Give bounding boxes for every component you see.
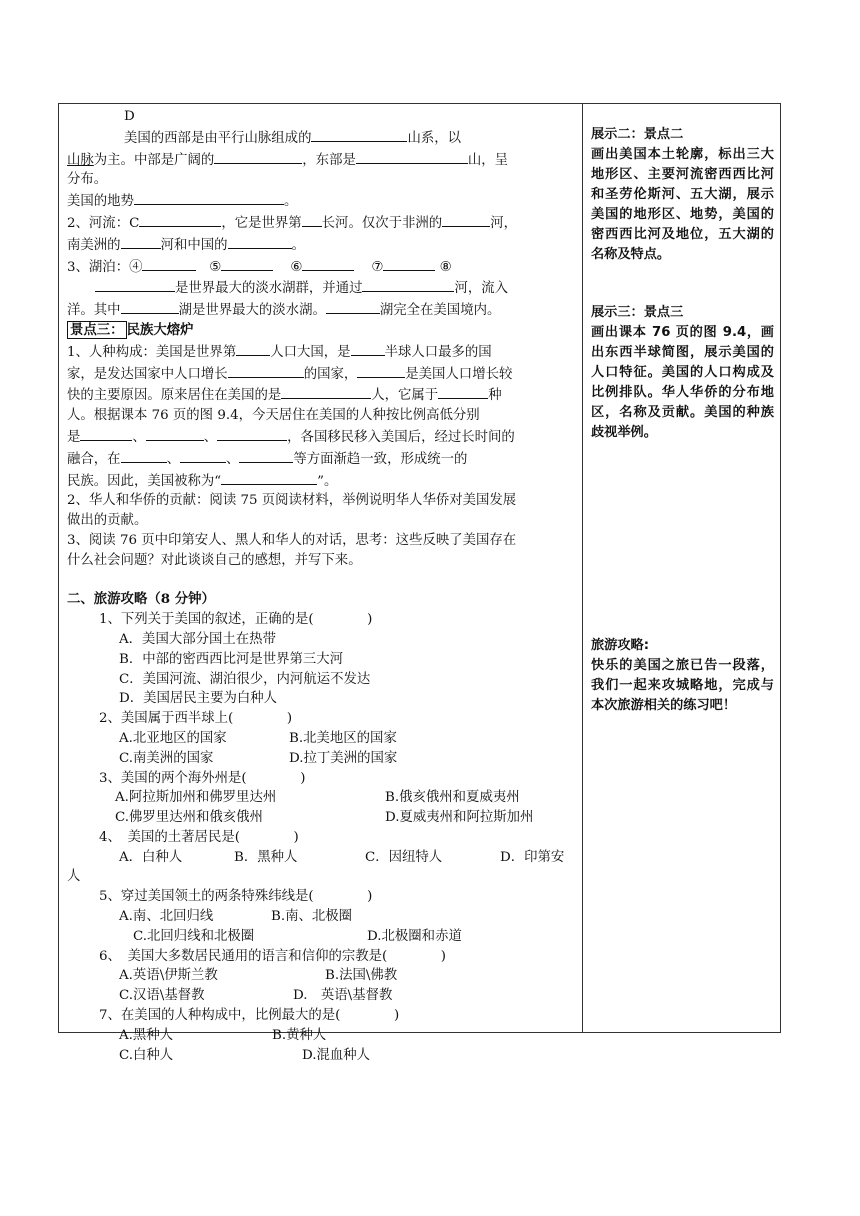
blank[interactable] xyxy=(214,149,302,164)
option[interactable]: B.黄种人 xyxy=(272,1027,327,1043)
terrain-line-2: 山脉为主。中部是广阔的 ，东部是 山，呈 xyxy=(67,149,575,171)
blank[interactable] xyxy=(236,341,270,356)
option[interactable]: C．因纽特人 xyxy=(365,849,443,865)
option[interactable]: C.汉语\基督教 xyxy=(119,988,205,1004)
lake-line-3: 洋。其中 湖是世界最大的淡水湖。 湖完全在美国境内。 xyxy=(67,299,575,321)
blank[interactable] xyxy=(356,149,468,164)
blank[interactable] xyxy=(239,448,293,463)
option[interactable]: C．美国河流、湖泊很少，内河航运不发达 xyxy=(119,671,371,687)
option-row xyxy=(67,749,575,769)
spot3-line-9: 做出的贡献。 xyxy=(67,513,148,529)
side-note-show3 xyxy=(591,303,774,443)
option[interactable]: C.北回归线和北极圈 xyxy=(133,928,255,944)
option[interactable]: D. 英语\基督教 xyxy=(293,988,393,1004)
blank[interactable] xyxy=(121,448,167,463)
side-note-show2 xyxy=(591,125,774,265)
spot3-line-4: 人。根据课本 76 页的图 9.4，今天居住在美国的人种按比例高低分别 xyxy=(67,408,480,424)
option[interactable]: A.黑种人 xyxy=(119,1027,174,1043)
option-row xyxy=(67,927,575,947)
question-7: 7、在美国的人种构成中，比例最大的是( ) xyxy=(99,1008,400,1024)
blank[interactable] xyxy=(180,448,226,463)
option[interactable]: D.北极圈和赤道 xyxy=(367,928,462,944)
blank[interactable] xyxy=(142,256,196,271)
side-note-text: 快乐的美国之旅已告一段落，我们一起来攻城略地，完成与本次旅游相关的练习吧！ xyxy=(591,658,774,713)
option-row xyxy=(67,907,575,927)
spot3-line-3: 快的主要原因。原来居住在美国的是 人，它属于 种 xyxy=(67,384,575,406)
spot3-line-8: 2、华人和华侨的贡献：阅读 75 页阅读材料，举例说明华人华侨对美国发展 xyxy=(67,493,517,509)
option[interactable]: D.混血种人 xyxy=(302,1047,371,1063)
blank[interactable] xyxy=(146,426,204,441)
option[interactable]: B．黑种人 xyxy=(234,849,298,865)
option[interactable]: B.南、北极圈 xyxy=(271,909,353,925)
blank[interactable] xyxy=(281,384,371,399)
spot3-line-10: 3、阅读 76 页中印第安人、黑人和华人的对话，思考：这些反映了美国存在 xyxy=(67,532,517,548)
option[interactable]: B.北美地区的国家 xyxy=(289,730,397,746)
blank[interactable] xyxy=(311,127,407,142)
spot3-line-11: 什么社会问题？对此谈谈自己的感想，并写下来。 xyxy=(67,552,362,568)
option[interactable]: C.白种人 xyxy=(119,1047,174,1063)
question-5: 5、穿过美国领土的两条特殊纬线是( ) xyxy=(99,889,373,905)
terrain-line-3: 分布。 xyxy=(67,172,108,188)
blank[interactable] xyxy=(302,212,322,227)
blank[interactable] xyxy=(383,256,435,271)
option[interactable]: A.北亚地区的国家 xyxy=(119,730,227,746)
option-row xyxy=(67,788,575,808)
blank[interactable] xyxy=(228,363,304,378)
blank[interactable] xyxy=(221,470,317,485)
side-note-title: 展示三：景点三 xyxy=(591,305,684,320)
option[interactable]: A．美国大部分国土在热带 xyxy=(119,631,276,647)
side-note-text: 画出美国本土轮廓，标出三大地形区、主要河流密西西比河和圣劳伦斯河、五大湖，展示美国的地形区、地势，美国的密西西比河及地位，五大湖的名称及特点。 xyxy=(591,147,774,262)
blank[interactable] xyxy=(326,299,380,314)
option-row xyxy=(67,808,575,828)
question-2: 2、美国属于西半球上( ) xyxy=(99,711,293,727)
blank[interactable] xyxy=(362,277,454,292)
river-line-2: 南美洲的 河和中国的 。 xyxy=(67,234,575,256)
question-6: 6、 美国大多数居民通用的语言和信仰的宗教是( ) xyxy=(99,948,447,964)
option[interactable]: D．印第安 xyxy=(500,849,565,865)
top-letter: D xyxy=(124,109,135,124)
option[interactable]: C.佛罗里达州和俄亥俄州 xyxy=(115,810,263,826)
blank[interactable] xyxy=(139,212,221,227)
section2-heading: 二、旅游攻略（8 分钟） xyxy=(67,591,215,608)
option-row xyxy=(67,729,575,749)
option-row xyxy=(67,1026,575,1046)
option[interactable]: D.拉丁美洲的国家 xyxy=(289,750,398,766)
spot3-line-5: 是 、 、 ，各国移民移入美国后，经过长时间的 xyxy=(67,426,575,448)
blank[interactable] xyxy=(357,363,405,378)
spot3-line-2: 家，是发达国家中人口增长 的国家， 是美国人口增长较 xyxy=(67,363,575,385)
option[interactable]: B．中部的密西西比河是世界第三大河 xyxy=(119,651,344,667)
option[interactable]: A.南、北回归线 xyxy=(119,909,214,925)
main-column xyxy=(67,107,575,1065)
option[interactable]: A.阿拉斯加州和佛罗里达州 xyxy=(115,790,277,806)
option-row xyxy=(67,848,575,868)
question-1: 1、下列关于美国的叙述，正确的是( ) xyxy=(99,612,373,628)
blank[interactable] xyxy=(351,341,385,356)
option-row xyxy=(67,966,575,986)
blank[interactable] xyxy=(134,190,284,205)
lake-line-2: 是世界最大的淡水湖群，并通过 河，流入 xyxy=(67,277,575,299)
option[interactable]: D．美国居民主要为白种人 xyxy=(119,691,278,707)
blank[interactable] xyxy=(121,234,161,249)
blank[interactable] xyxy=(302,256,354,271)
blank[interactable] xyxy=(442,212,490,227)
spot3-line-1: 1、人种构成：美国是世界第 人口大国，是 半球人口最多的国 xyxy=(67,341,575,363)
option[interactable]: B.法国\佛教 xyxy=(325,968,398,984)
option[interactable]: A.英语\伊斯兰教 xyxy=(119,968,218,984)
option-row xyxy=(67,986,575,1006)
side-note-guide xyxy=(591,636,774,716)
blank[interactable] xyxy=(438,384,488,399)
column-divider xyxy=(582,103,583,1033)
side-note-title: 展示二：景点二 xyxy=(591,127,684,142)
blank[interactable] xyxy=(80,426,132,441)
spot3-line-7: 民族。因此，美国被称为“ ”。 xyxy=(67,470,575,492)
terrain-line-1: 美国的西部是由平行山脉组成的 山系，以 xyxy=(67,127,575,149)
side-note-title: 旅游攻略: xyxy=(591,638,650,653)
question-4: 4、 美国的土著居民是( ) xyxy=(99,829,299,845)
spot3-title: 景点三： 民族大熔炉 xyxy=(67,321,575,341)
option[interactable]: C.南美洲的国家 xyxy=(119,750,214,766)
blank[interactable] xyxy=(95,277,175,292)
blank[interactable] xyxy=(217,426,287,441)
blank[interactable] xyxy=(121,299,179,314)
option[interactable]: B.俄亥俄州和夏威夷州 xyxy=(385,790,520,806)
option[interactable]: A．白种人 xyxy=(119,849,183,865)
blank[interactable] xyxy=(221,256,273,271)
blank[interactable] xyxy=(228,234,292,249)
option[interactable]: D.夏威夷州和阿拉斯加州 xyxy=(385,810,534,826)
terrain-line-4: 美国的地势 。 xyxy=(67,190,575,212)
river-line-1: 2、河流：C ，它是世界第 长河。仅次于非洲的 河， xyxy=(67,212,575,234)
option-wrap: 人 xyxy=(67,869,81,885)
spot3-line-6: 融合，在 、 、 等方面渐趋一致，形成统一的 xyxy=(67,448,575,470)
question-3: 3、美国的两个海外州是( ) xyxy=(99,770,306,786)
lake-line-1: 3、湖泊：④ ⑤ ⑥ ⑦ ⑧ xyxy=(67,256,575,278)
option-row xyxy=(67,1046,575,1066)
side-note-text: 画出课本 76 页的图 9.4，画出东西半球简图，展示美国的人口特征。美国的人口构成及比例排队。华人华侨的分布地区，名称及贡献。美国的种族歧视举例。 xyxy=(591,325,774,440)
spacer xyxy=(67,571,575,591)
